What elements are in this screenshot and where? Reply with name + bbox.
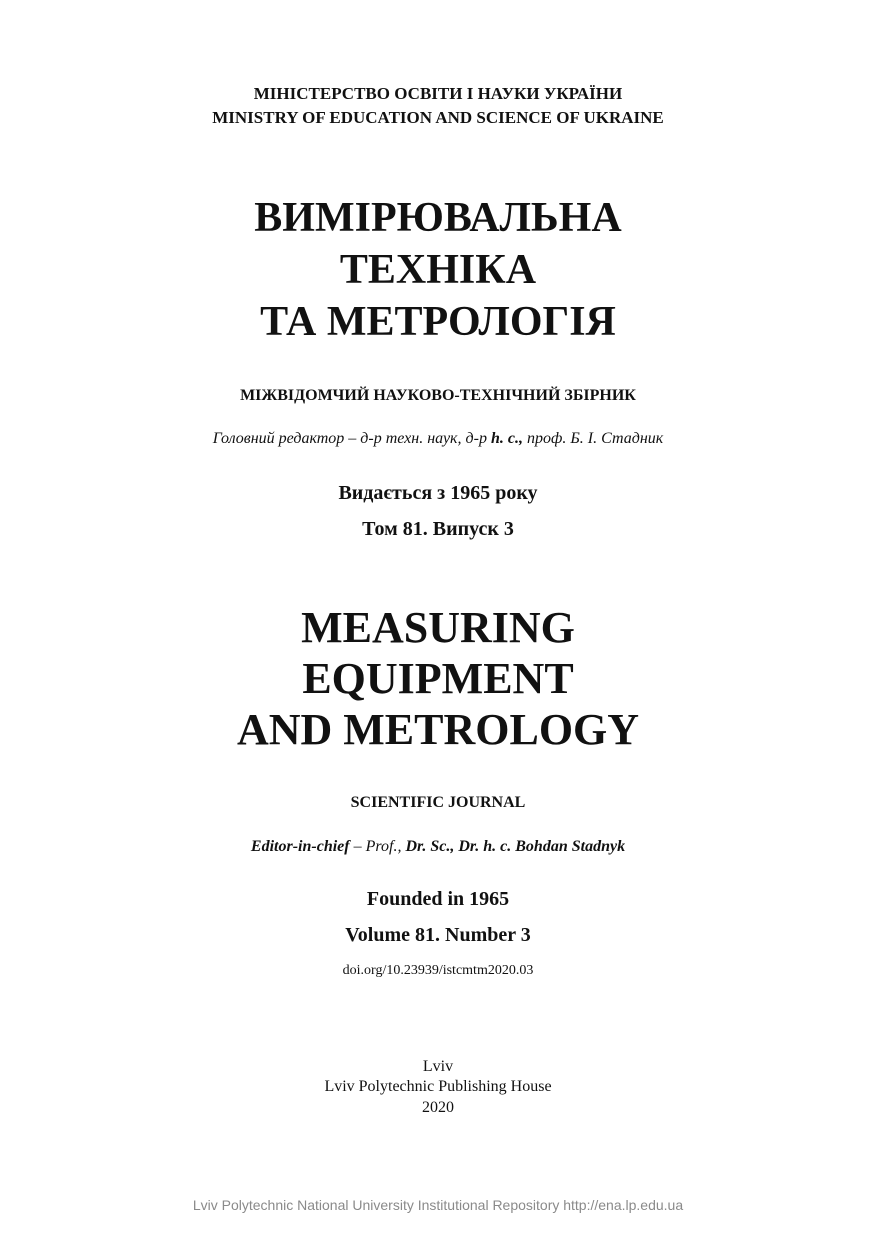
journal-title-en-line1: MEASURING	[301, 603, 575, 652]
ministry-en: MINISTRY OF EDUCATION AND SCIENCE OF UKRAINE	[212, 108, 664, 127]
doi: doi.org/10.23939/istcmtm2020.03	[342, 963, 534, 978]
editor-en-prof: Prof.,	[365, 838, 402, 855]
editor-en-dash: –	[349, 838, 366, 855]
imprint-publisher: Lviv Polytechnic Publishing House	[324, 1078, 552, 1095]
subtitle-ua: МІЖВІДОМЧИЙ НАУКОВО-ТЕХНІЧНИЙ ЗБІРНИК	[240, 387, 636, 404]
editor-en-label: Editor-in-chief	[250, 838, 350, 855]
ministry-ua: МІНІСТЕРСТВО ОСВІТИ І НАУКИ УКРАЇНИ	[253, 84, 623, 103]
subtitle-en: SCIENTIFIC JOURNAL	[350, 794, 526, 811]
editor-en	[0, 838, 876, 856]
journal-title-en-line2: EQUIPMENT	[302, 654, 574, 703]
founded-ua: Видається з 1965 року	[338, 482, 538, 504]
imprint-city: Lviv	[422, 1058, 454, 1075]
volume-ua: Том 81. Випуск 3	[362, 518, 514, 540]
editor-en-name: Dr. Sc., Dr. h. c. Bohdan Stadnyk	[401, 838, 626, 855]
journal-title-ua-line3: ТА МЕТРОЛОГІЯ	[260, 299, 616, 345]
journal-title-en-line3: AND METROLOGY	[236, 705, 640, 754]
editor-ua-name: проф. Б. І. Стадник	[522, 430, 664, 447]
volume-en: Volume 81. Number 3	[345, 924, 531, 946]
repository-footer: Lviv Polytechnic National University Institutional Repository http://ena.lp.edu.ua	[192, 1197, 684, 1213]
journal-title-ua-line1: ВИМІРЮВАЛЬНА	[254, 195, 622, 241]
editor-ua-title: Головний редактор – д-р техн. наук, д-р	[212, 430, 491, 447]
journal-title-ua-line2: ТЕХНІКА	[339, 247, 537, 293]
imprint-year: 2020	[422, 1099, 454, 1116]
founded-en: Founded in 1965	[366, 888, 510, 910]
editor-ua	[0, 430, 876, 448]
editor-ua-hc: h. c.,	[490, 430, 523, 447]
